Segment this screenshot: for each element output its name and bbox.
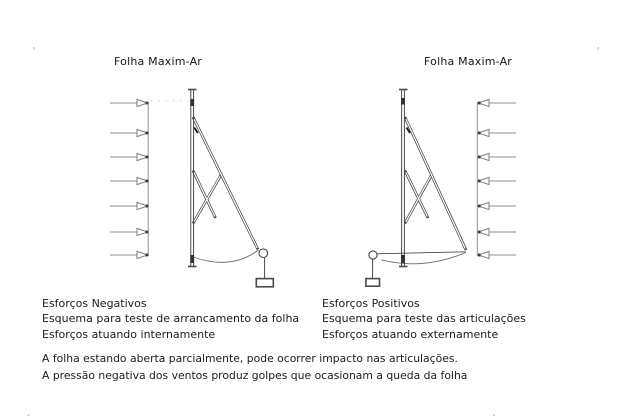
figure-left-drawing <box>110 90 273 287</box>
footnote-line: A folha estando aberta parcialmente, pode ocorrer impacto nas articulações. <box>42 352 458 365</box>
wind-arrows-left-group <box>110 99 148 258</box>
pulley-weight-right <box>366 251 380 286</box>
pulley-icon <box>259 249 268 258</box>
wind-arrow-left-icon <box>478 99 516 106</box>
wind-arrow-left-icon <box>478 251 516 258</box>
wind-arrow-right-icon <box>110 153 148 160</box>
caption-line: Esquema para teste de arrancamento da folha <box>42 312 300 326</box>
hinge-mark-top <box>190 99 194 106</box>
caption-line: Esforços atuando internamente <box>42 327 216 341</box>
caption-line: Esquema para teste das articulações <box>322 312 526 326</box>
pulley-weight-left <box>256 249 273 287</box>
caption-line: Esforços Negativos <box>42 297 147 310</box>
wind-arrow-left-icon <box>478 177 516 184</box>
test-weight <box>366 279 380 287</box>
wind-arrow-right-icon <box>110 251 148 258</box>
caption-right <box>322 296 526 342</box>
pulley-icon <box>369 251 377 259</box>
swing-arc <box>193 250 258 262</box>
figure-right-drawing <box>366 90 516 287</box>
footnote <box>42 350 467 384</box>
hinge-mark-bottom <box>190 255 194 263</box>
wind-arrows-right-group <box>477 99 516 258</box>
wind-arrow-left-icon <box>478 202 516 209</box>
hinge-mark-bottom <box>401 255 405 263</box>
wind-arrow-right-icon <box>110 228 148 235</box>
caption-line: Esforços atuando externamente <box>322 327 499 341</box>
caption-line: Esforços Positivos <box>322 297 420 310</box>
wind-arrow-left-icon <box>478 129 516 136</box>
wind-arrow-right-icon <box>110 99 148 106</box>
scissor-arm-right <box>405 117 466 250</box>
pull-rope-horizontal <box>378 252 466 254</box>
figure-title-left: Folha Maxim-Ar <box>114 55 203 68</box>
wind-arrow-right-icon <box>110 177 148 184</box>
wind-arrow-right-icon <box>110 202 148 209</box>
test-weight <box>256 279 273 287</box>
hinge-mark-top <box>401 98 405 105</box>
swing-arc <box>381 253 466 264</box>
wind-arrow-left-icon <box>478 228 516 235</box>
wind-arrow-right-icon <box>110 129 148 136</box>
caption-left <box>42 296 299 342</box>
wind-arrow-left-icon <box>478 153 516 160</box>
scissor-arm-left <box>193 117 258 250</box>
footnote-line: A pressão negativa dos ventos produz golpes que ocasionam a queda da folha <box>42 369 468 382</box>
frame-post-right <box>399 90 408 267</box>
figure-title-right: Folha Maxim-Ar <box>424 55 513 68</box>
